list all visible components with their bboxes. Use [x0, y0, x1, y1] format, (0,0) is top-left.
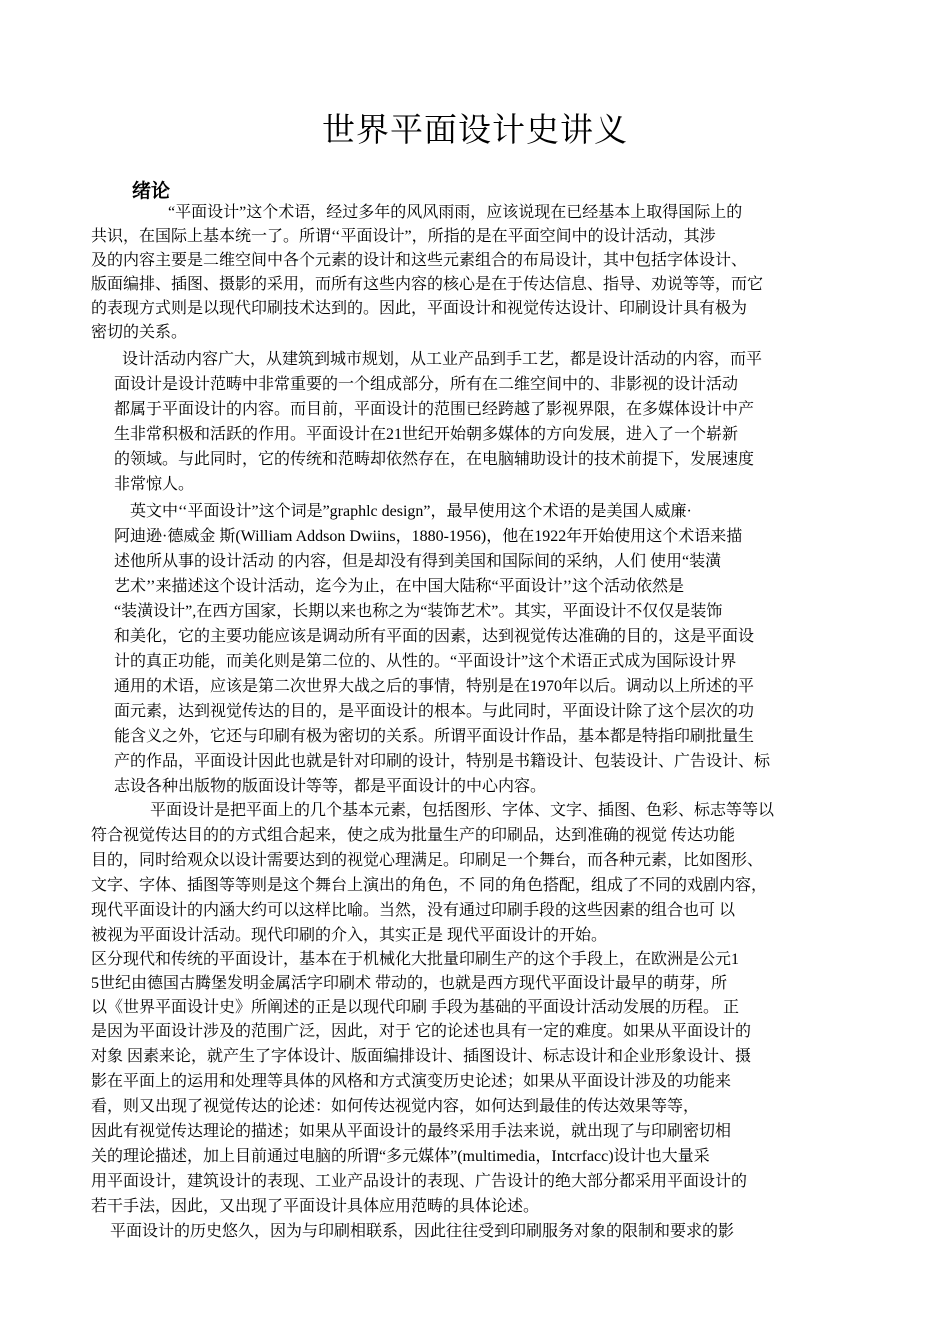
text-line: 述他所从事的设计活动 的内容，但是却没有得到美国和国际间的采纳，人们 使用“装潢 — [114, 553, 722, 570]
text-line: 关的理论描述，加上目前通过电脑的所谓“多元媒体”(multimedia，Intcrfacc)设计也大量采 — [91, 1148, 710, 1165]
text-line: 的领域。与此同时，它的传统和范畴却依然存在，在电脑辅助设计的技术前提下，发展速度 — [114, 451, 755, 468]
text-line: 面设计是设计范畴中非常重要的一个组成部分，所有在二维空间中的、非影视的设计活动 — [114, 376, 739, 393]
text-line: 面元素，达到视觉传达的目的，是平面设计的根本。与此同时，平面设计除了这个层次的功 — [114, 703, 755, 720]
text-line: 艺术’’来描述这个设计活动，迄今为止，在中国大陆称“平面设计’’这个活动依然是 — [114, 578, 685, 595]
text-line: 都属于平面设计的内容。而目前，平面设计的范围已经跨越了影视界限，在多媒体设计中产 — [114, 401, 755, 418]
text-line: 文字、字体、插图等等则是这个舞台上演出的角色，不 同的角色搭配，组成了不同的戏剧内容， — [91, 877, 768, 894]
text-line: 志设各种出版物的版面设计等等，都是平面设计的中心内容。 — [114, 778, 547, 795]
text-line: 计的真正功能，而美化则是第二位的、从性的。“平面设计”这个术语正式成为国际设计界 — [114, 653, 737, 670]
text-line: 目的，同时给观众以设计需要达到的视觉心理满足。印刷足一个舞台，而各种元素，比如图形、 — [91, 852, 764, 869]
text-line: 英文中‘‘平面设计”这个词是”graphlc design”，最早使用这个术语的是美国人威廉· — [130, 503, 692, 520]
text-line: 平面设计是把平面上的几个基本元素，包括图形、字体、文字、插图、色彩、标志等等以 — [150, 802, 775, 819]
text-line: 是因为平面设计涉及的范围广泛，因此，对于 它的论述也具有一定的难度。如果从平面设计的 — [91, 1023, 752, 1040]
text-line: 5世纪由德国古腾堡发明金属活字印刷术 带动的，也就是西方现代平面设计最早的萌芽，所 — [91, 975, 728, 992]
text-line: 能含义之外，它还与印刷有极为密切的关系。所谓平面设计作品，基本都是特指印刷批量生 — [114, 728, 755, 745]
text-line: “装潢设计”,在西方国家，长期以来也称之为“装饰艺术”。其实，平面设计不仅仅是装饰 — [114, 603, 723, 620]
text-line: 设计活动内容广大，从建筑到城市规划，从工业产品到手工艺，都是设计活动的内容，而平 — [122, 351, 763, 368]
text-line: 阿迪逊·德威金 斯(William Addson Dwiins，1880-1956)，他在1922年开始使用这个术语来描 — [114, 528, 743, 545]
text-line: 密切的关系。 — [91, 324, 188, 341]
text-line: 被视为平面设计活动。现代印刷的介入，其实正是 现代平面设计的开始。 — [91, 927, 608, 944]
text-line: 看，则又出现了视觉传达的论述：如何传达视觉内容，如何达到最佳的传达效果等等， — [91, 1098, 700, 1115]
text-line: 和美化，它的主要功能应该是调动所有平面的因素，达到视觉传达准确的目的，这是平面设 — [114, 628, 755, 645]
text-line: 区分现代和传统的平面设计，基本在于机械化大批量印刷生产的这个手段上，在欧洲是公元1 — [91, 951, 740, 968]
text-line: “平面设计”这个术语，经过多年的风风雨雨，应该说现在已经基本上取得国际上的 — [168, 204, 743, 221]
text-line: 共识，在国际上基本统一了。所谓‘‘平面设计”，所指的是在平面空间中的设计活动，其涉 — [91, 228, 716, 245]
text-line: 产的作品，平面设计因此也就是针对印刷的设计，特别是书籍设计、包装设计、广告设计、标 — [114, 753, 771, 770]
text-line: 对象 因素来论，就产生了字体设计、版面编排设计、插图设计、标志设计和企业形象设计、摄 — [91, 1048, 752, 1065]
text-line: 若干手法，因此，又出现了平面设计具体应用范畴的具体论述。 — [91, 1198, 540, 1215]
section-heading: 绪论 — [132, 180, 171, 202]
text-line: 的表现方式则是以现代印刷技术达到的。因此，平面设计和视觉传达设计、印刷设计具有极为 — [91, 300, 748, 317]
text-line: 符合视觉传达目的的方式组合起来，使之成为批量生产的印刷品，达到准确的视觉 传达功能 — [91, 827, 736, 844]
text-line: 及的内容主要是二维空间中各个元素的设计和这些元素组合的布局设计，其中包括字体设计、 — [91, 252, 748, 269]
text-line: 影在平面上的运用和处理等具体的风格和方式演变历史论述；如果从平面设计涉及的功能来 — [91, 1073, 732, 1090]
page-title: 世界平面设计史讲义 — [322, 110, 628, 149]
text-line: 以《世界平面设计史》所阐述的正是以现代印刷 手段为基础的平面设计活动发展的历程。 正 — [91, 999, 740, 1016]
text-line: 通用的术语，应该是第二次世界大战之后的事情，特别是在1970年以后。调动以上所述的平 — [114, 678, 755, 695]
text-line: 生非常积极和活跃的作用。平面设计在21世纪开始朝多媒体的方向发展，进入了一个崭新 — [114, 426, 739, 443]
text-line: 用平面设计，建筑设计的表现、工业产品设计的表现、广告设计的绝大部分都采用平面设计的 — [91, 1173, 748, 1190]
text-line: 平面设计的历史悠久，因为与印刷相联系，因此往往受到印刷服务对象的限制和要求的影 — [110, 1223, 735, 1240]
text-line: 版面编排、插图、摄影的采用，而所有这些内容的核心是在于传达信息、指导、劝说等等，而它 — [91, 276, 764, 293]
text-line: 因此有视觉传达理论的描述；如果从平面设计的最终采用手法来说，就出现了与印刷密切相 — [91, 1123, 732, 1140]
text-line: 非常惊人。 — [114, 476, 195, 493]
text-line: 现代平面设计的内涵大约可以这样比喻。当然，没有通过印刷手段的这些因素的组合也可 以 — [91, 902, 736, 919]
